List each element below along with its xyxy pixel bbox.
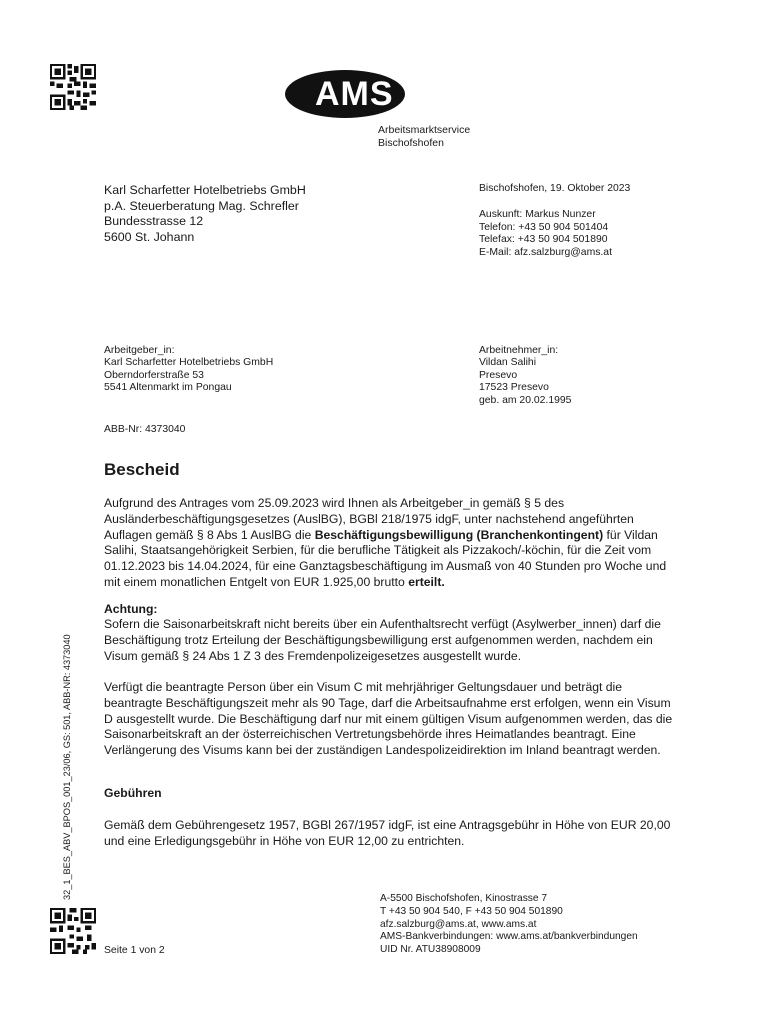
letter-date: Bischofshofen, 19. Oktober 2023 <box>479 183 631 194</box>
decision-paragraph: Aufgrund des Antrages vom 25.09.2023 wird Ihnen als Arbeitgeber_in gemäß § 5 des Ausländerbeschäftigungsgesetzes (AuslBG), BGBl 218/1975 idgF, unter nachstehend angeführten Auflagen gemäß § 8 Abs 1 AuslBG die Beschäftigungsbewilligung (Branchenkontingent) für Vildan Salihi, Staatsangehörigkeit Serbien, für die berufliche Tätigkeit als Pizzakoch/-köchin, für die Zeit vom 01.12.2023 bis 14.04.2024, für eine Ganztagsbeschäftigung im Ausmaß von 40 Stunden pro Woche und mit einem monatlichen Entgelt von EUR 1.925,00 brutto erteilt. <box>104 496 667 589</box>
contact-block: Bischofshofen, 19. Oktober 2023 Auskunft: Markus Nunzer Telefon: +43 50 904 501404 Telefax: +43 50 904 501890 E-Mail: afz.salzburg@ams.at <box>479 183 631 258</box>
achtung-text: Sofern die Saisonarbeitskraft nicht bereits über ein Aufenthaltsrecht verfügt (Asylwerber_innen) darf die Beschäftigung trotz Erteilung der Beschäftigungsbewilligung erst aufgenommen werden, nachdem ein Visum gemäß § 24 Abs 1 Z 3 des Fremdenpolizeigesetzes ausgestellt wurde. <box>104 617 661 663</box>
achtung-label: Achtung: <box>104 602 158 616</box>
visa-paragraph: Verfügt die beantragte Person über ein Visum C mit mehrjähriger Geltungsdauer und beträgt die beantragte Beschäftigungszeit mehr als 90 Tage, darf die Arbeitsaufnahme erst erfolgen, wenn ein Visum D ausgestellt wurde. Die Beschäftigung darf nur mit einem gültigen Visum aufgenommen werden, das die Saisonarbeitskraft an der österreichischen Vertretungsbehörde ihres Heimatlandes beantragt. Eine Verlängerung des Visums kann bei der zuständigen Landespolizeidirektion im Inland beantragt werden. <box>104 680 673 758</box>
fees-heading: Gebühren <box>104 786 162 800</box>
document-title: Bescheid <box>104 460 180 479</box>
ams-logo-text: AMS <box>315 75 394 113</box>
side-reference-text: 32_1_BES_ABV_BPOS_001_23/06, GS: 501, ABB-NR: 4373040 <box>62 634 72 900</box>
employee-block: Arbeitnehmer_in: Vildan Salihi Presevo 17523 Presevo geb. am 20.02.1995 <box>479 345 572 406</box>
abb-number: ABB-Nr: 4373040 <box>104 424 186 435</box>
logo-subtitle: Arbeitsmarktservice Bischofshofen <box>378 124 471 149</box>
employer-block: Arbeitgeber_in: Karl Scharfetter Hotelbetriebs GmbH Oberndorferstraße 53 5541 Altenmarkt im Pongau <box>104 345 274 394</box>
qr-code-bottom <box>50 908 96 954</box>
recipient-address: Karl Scharfetter Hotelbetriebs GmbH p.A. Steuerberatung Mag. Schrefler Bundesstrasse 12 5600 St. Johann <box>104 183 306 244</box>
qr-code-top <box>50 64 96 110</box>
fees-text: Gemäß dem Gebührengesetz 1957, BGBl 267/1957 idgF, ist eine Antragsgebühr in Höhe von EUR 20,00 und eine Erledigungsgebühr in Höhe von EUR 12,00 zu entrichten. <box>104 818 671 848</box>
page-number: Seite 1 von 2 <box>104 945 165 956</box>
footer-address: A-5500 Bischofshofen, Kinostrasse 7 T +43 50 904 540, F +43 50 904 501890 afz.salzburg@ams.at, www.ams.at AMS-Bankverbindungen: www.ams.at/bankverbindungen UID Nr. ATU38908009 <box>380 893 638 956</box>
